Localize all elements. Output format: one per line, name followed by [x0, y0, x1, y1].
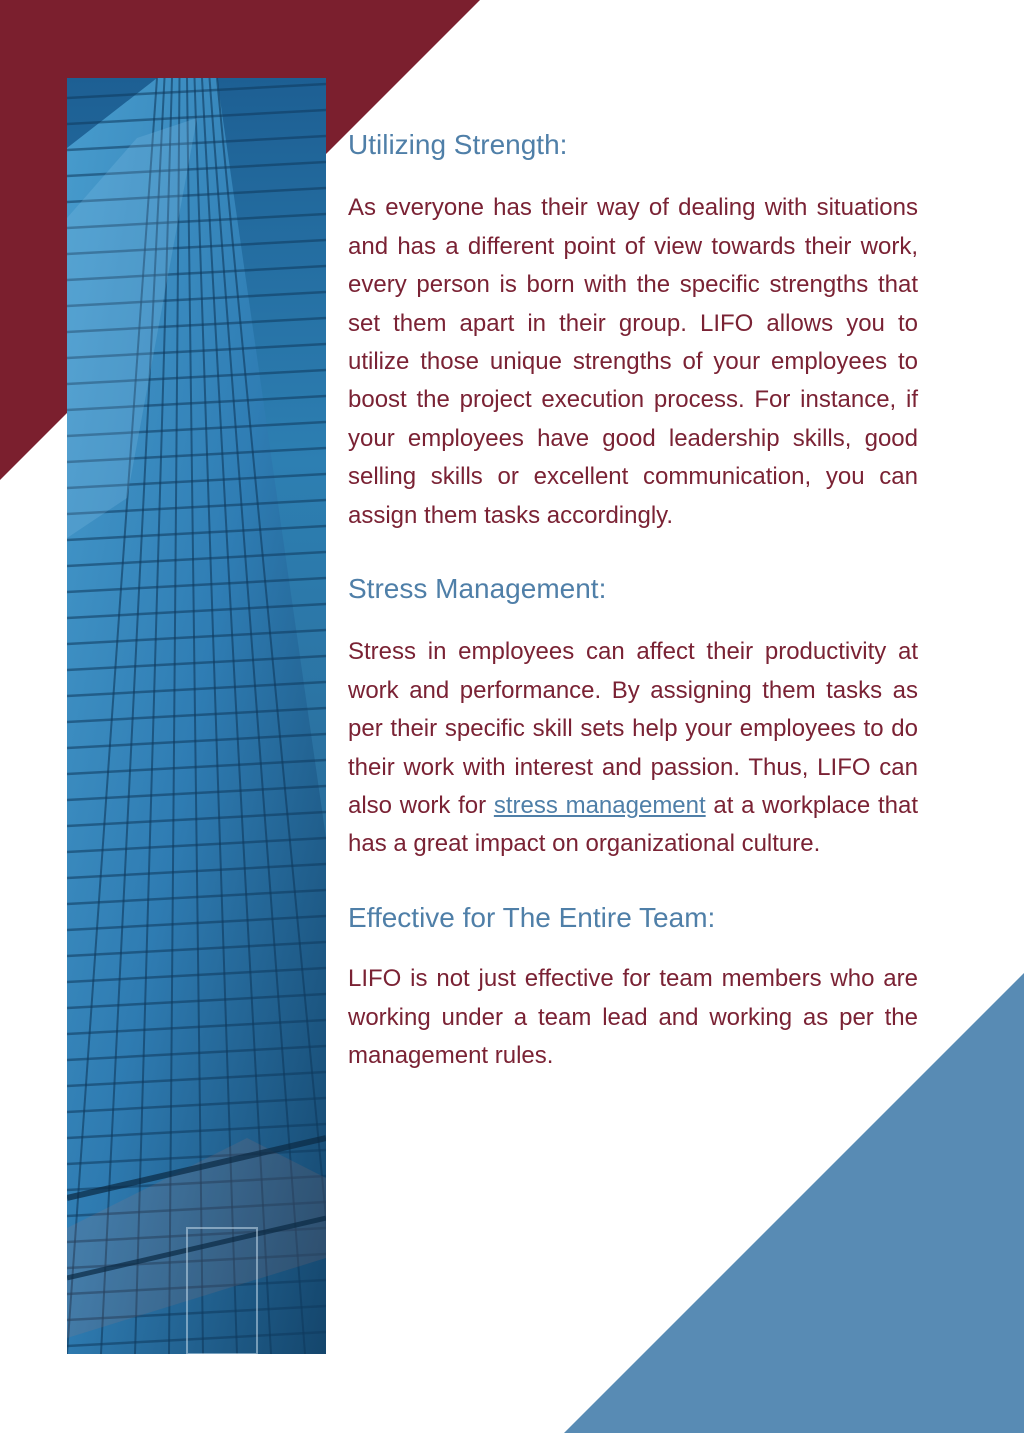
body-text-after-link: at a workplace that has a great impact on organizational culture.	[348, 792, 918, 858]
skyscraper-image	[67, 78, 326, 1354]
section-heading: Stress Management:	[348, 573, 607, 605]
stress-management-link[interactable]: stress management	[493, 792, 706, 820]
section-heading: Utilizing Strength:	[348, 129, 568, 160]
section-body: As everyone has their way of dealing with situations and has a different point of view towards their work, every person is born with the specific strengths that set them apart in their group. LIFO allows you to utilize those unique strengths of your employees to boost the project execution process. For instance, if your employees have good leadership skills, good selling skills or excellent communication, you can assign them tasks accordingly.	[348, 194, 918, 529]
section-body: LIFO is not just effective for team members who are working under a team lead and working as per the management rules.	[348, 965, 918, 1070]
section-heading: Effective for The Entire Team:	[348, 901, 716, 933]
section-stress-management	[348, 571, 918, 864]
section-effective-for-team	[348, 900, 918, 1076]
article-content	[348, 120, 918, 1075]
body-text-before-link: Stress in employees can affect their productivity at work and performance. By assigning them tasks as per their specific skill sets help your employees to do their work with interest and passion. Thus, LIFO can also work for	[348, 638, 918, 820]
section-utilizing-strength	[348, 127, 918, 535]
section-body	[348, 633, 918, 863]
